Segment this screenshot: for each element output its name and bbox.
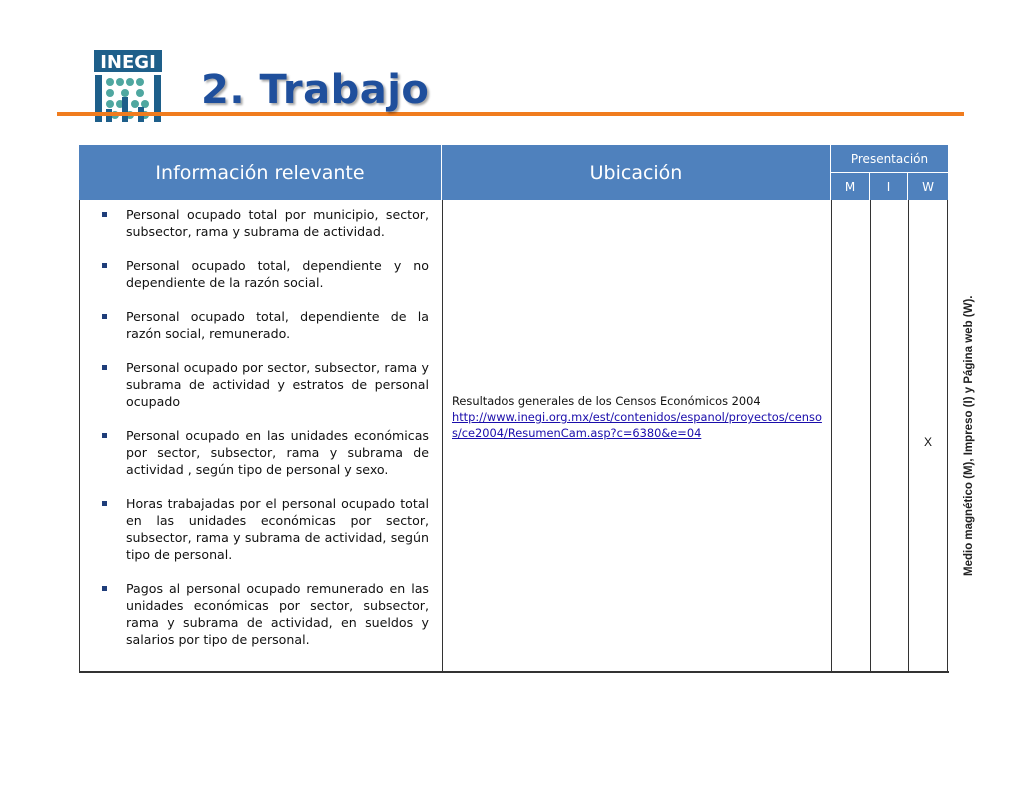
list-item: Horas trabajadas por el personal ocupado total en las unidades económicas por sector, subsector, rama y subrama de actividad, según tipo de personal. [126, 496, 429, 562]
list-item: Pagos al personal ocupado remunerado en las unidades económicas por sector, subsector, rama y subrama de actividad, en sueldos y salarios por tipo de personal. [126, 581, 429, 647]
table-row [79, 200, 949, 673]
list-item: Personal ocupado por sector, subsector, rama y subrama de actividad y estratos de personal ocupado [126, 360, 429, 409]
info-table [79, 145, 948, 673]
location-cell [443, 200, 832, 671]
info-cell [80, 200, 443, 671]
page-title: 2. Trabajo [201, 67, 430, 113]
m-cell [832, 200, 871, 671]
list-item: Personal ocupado en las unidades económicas por sector, subsector, rama y subrama de actividad , según tipo de personal y sexo. [126, 428, 429, 477]
header-w: W [908, 173, 948, 200]
side-note: Medio magnético (M), Impreso (I) y Página web (W). [963, 295, 975, 576]
w-cell [909, 200, 948, 671]
info-list [80, 200, 442, 648]
i-cell [871, 200, 909, 671]
w-mark: X [923, 435, 932, 449]
header-i: I [870, 173, 908, 200]
location-block [452, 393, 824, 441]
list-item: Personal ocupado total, dependiente de la razón social, remunerado. [126, 309, 429, 341]
location-link[interactable]: http://www.inegi.org.mx/est/contenidos/espanol/proyectos/censos/ce2004/ResumenCam.asp?c=6380&e=04 [452, 410, 822, 440]
header-info: Información relevante [79, 145, 442, 200]
header-presentation: Presentación [831, 145, 948, 173]
list-item: Personal ocupado total, dependiente y no dependiente de la razón social. [126, 258, 429, 290]
location-text: Resultados generales de los Censos Económicos 2004 [452, 394, 761, 408]
list-item: Personal ocupado total por municipio, sector, subsector, rama y subrama de actividad. [126, 207, 429, 239]
header-location: Ubicación [442, 145, 831, 200]
header-rule [57, 112, 964, 116]
logo-text: INEGI [100, 52, 156, 73]
header-m: M [831, 173, 870, 200]
